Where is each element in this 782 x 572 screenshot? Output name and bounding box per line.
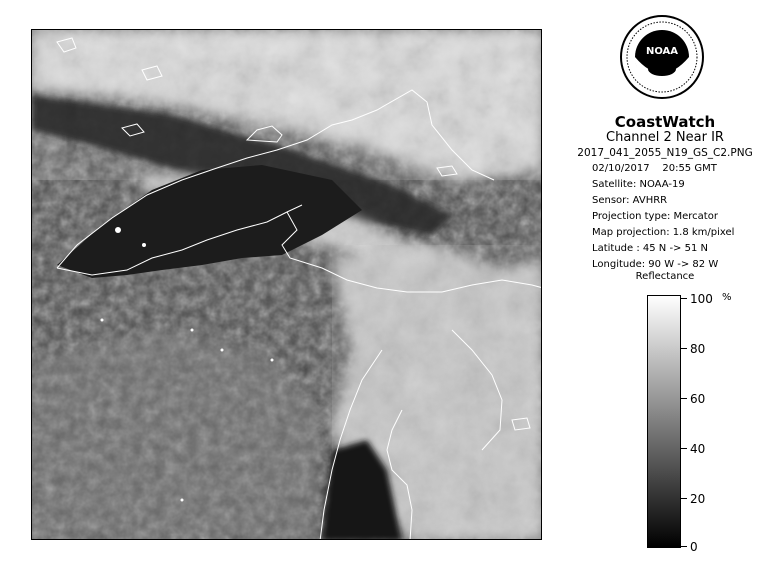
noaa-logo-text: NOAA	[645, 46, 679, 57]
colorbar-tick-label: 60	[690, 392, 706, 406]
colorbar	[647, 295, 681, 548]
longitude-range: Longitude: 90 W -> 82 W	[592, 259, 719, 270]
colorbar-tick	[681, 498, 687, 499]
colorbar-tick-label: 100	[690, 292, 713, 306]
channel-label: Channel 2 Near IR	[606, 130, 724, 145]
title: CoastWatch	[614, 113, 716, 131]
colorbar-tick	[681, 546, 687, 547]
colorbar-tick-label: 20	[690, 492, 706, 506]
colorbar-tick-label: 80	[690, 342, 706, 356]
sensor-info: Sensor: AVHRR	[592, 195, 668, 206]
colorbar-tick-label: 0	[690, 540, 698, 554]
noaa-logo	[619, 14, 705, 100]
colorbar-unit: %	[722, 292, 732, 303]
colorbar-tick	[681, 348, 687, 349]
colorbar-tick	[681, 448, 687, 449]
latitude-range: Latitude : 45 N -> 51 N	[592, 243, 708, 254]
colorbar-tick	[681, 298, 687, 299]
map-projection: Map projection: 1.8 km/pixel	[592, 227, 735, 238]
satellite-image	[31, 29, 542, 540]
projection-type: Projection type: Mercator	[592, 211, 718, 222]
datetime: 02/10/2017 20:55 GMT	[592, 163, 717, 174]
colorbar-tick-label: 40	[690, 442, 706, 456]
colorbar-label: Reflectance	[635, 271, 695, 282]
colorbar-tick	[681, 398, 687, 399]
filename: 2017_041_2055_N19_GS_C2.PNG	[577, 147, 753, 159]
satellite-info: Satellite: NOAA-19	[592, 179, 685, 190]
